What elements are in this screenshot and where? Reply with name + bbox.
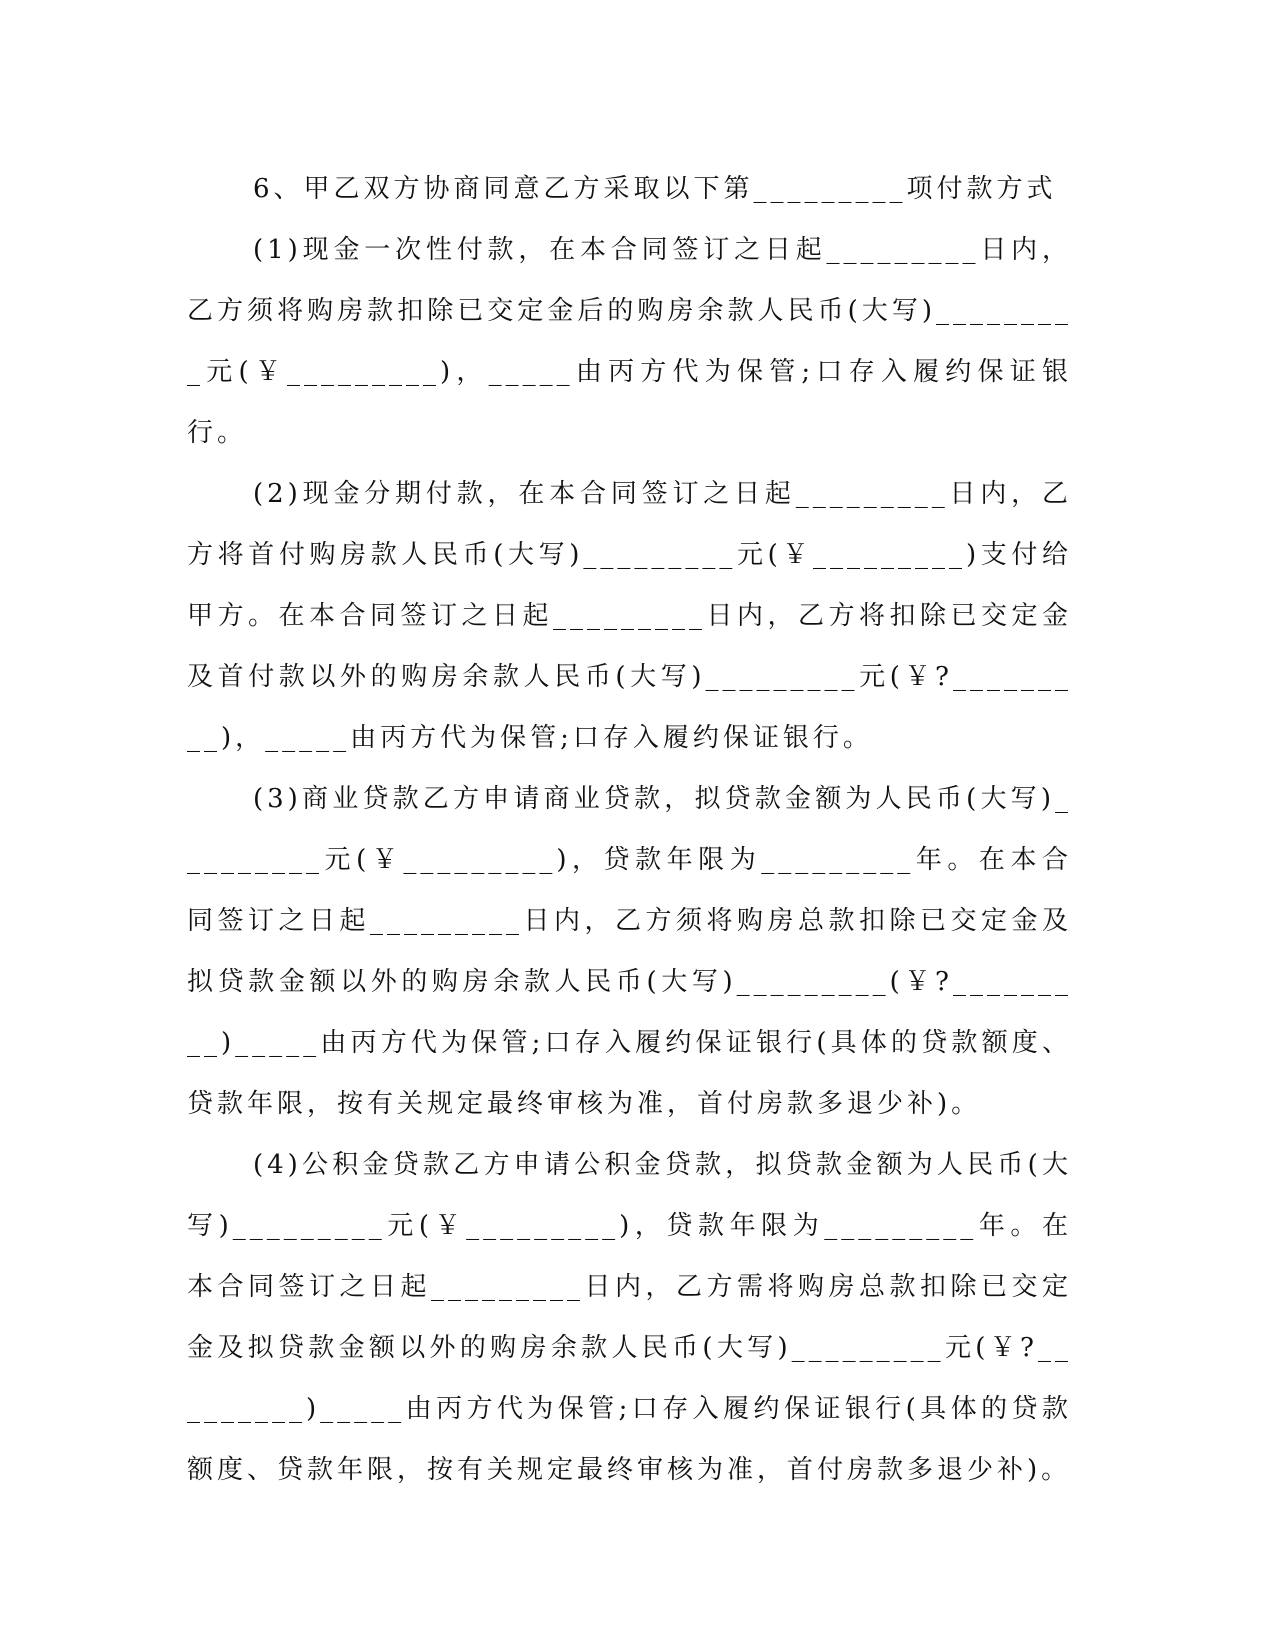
clause-6-heading: 6、甲乙双方协商同意乙方采取以下第_________项付款方式 — [253, 174, 1057, 204]
option-4-provident-fund-loan: (4)公积金贷款乙方申请公积金贷款，拟贷款金额为人民币(大写)_________元(￥_________)，贷款年限为_________年。在本合同签订之日起_________日内，乙方需将购房总款扣除已交定金及拟贷款金额以外的购房余款人民币(大写)_________元(￥?_________)_____由丙方代为保管;口存入履约保证银行(具体的贷款额度、贷款年限，按有关规定最终审核为准，首付房款多退少补)。 — [187, 1150, 1072, 1485]
document-body — [187, 159, 1072, 1501]
option-3-commercial-loan: (3)商业贷款乙方申请商业贷款，拟贷款金额为人民币(大写)_________元(￥_________)，贷款年限为_________年。在本合同签订之日起_________日内，乙方须将购房总款扣除已交定金及拟贷款金额以外的购房余款人民币(大写)_________(￥?_________)_____由丙方代为保管;口存入履约保证银行(具体的贷款额度、贷款年限，按有关规定最终审核为准，首付房款多退少补)。 — [187, 784, 1072, 1119]
option-2-cash-installment: (2)现金分期付款，在本合同签订之日起_________日内，乙方将首付购房款人民币(大写)_________元(￥_________)支付给甲方。在本合同签订之日起_________日内，乙方将扣除已交定金及首付款以外的购房余款人民币(大写)_________元(￥?_________)，_____由丙方代为保管;口存入履约保证银行。 — [187, 479, 1072, 753]
option-1-cash-lump-sum: (1)现金一次性付款，在本合同签订之日起_________日内，乙方须将购房款扣除已交定金后的购房余款人民币(大写)_________元(￥_________)，_____由丙方代为保管;口存入履约保证银行。 — [187, 235, 1072, 448]
